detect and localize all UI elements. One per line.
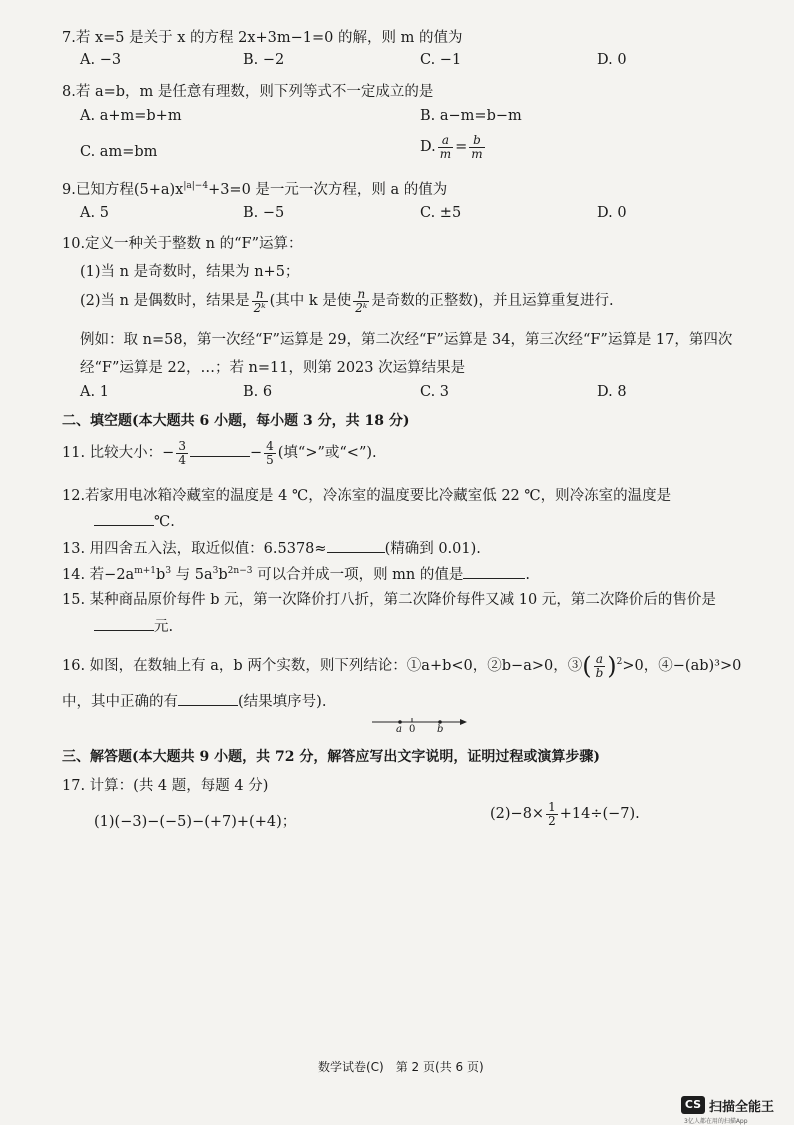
- q7-option-c: C. −1: [420, 52, 462, 68]
- q10-example-line-2: 经“F”运算是 22，…；若 n=11，则第 2023 次运算结果是: [80, 360, 466, 376]
- question-10-stem: 10.定义一种关于整数 n 的“F”运算：: [62, 236, 303, 252]
- q7-option-a: A. −3: [80, 52, 122, 68]
- question-12-line-1: 12.若家用电冰箱冷藏室的温度是 4 ℃，冷冻室的温度要比冷藏室低 22 ℃，则冷冻室的温度是: [62, 488, 672, 504]
- q8-option-a: A. a+m=b+m: [80, 108, 182, 124]
- axis-label-b: b: [437, 724, 444, 735]
- axis-label-a: a: [396, 724, 402, 735]
- q8-option-c: C. am=bm: [80, 144, 158, 160]
- q10-option-a: A. 1: [80, 384, 109, 400]
- fraction-n-over-2k: $\frac{n}{\text{2ᵏ}}$: [253, 287, 266, 315]
- answer-blank-16: [178, 691, 238, 706]
- answer-blank-12: [94, 511, 154, 526]
- question-13: 13. 用四舍五入法，取近似值：6.5378≈ (精确到 0.01).: [62, 537, 481, 558]
- q7-option-d: D. 0: [597, 52, 627, 68]
- q10-example-line-1: 例如：取 n=58，第一次经“F”运算是 29，第二次经“F”运算是 34，第三次经“F”运算是 17，第四次: [80, 332, 733, 348]
- q9-option-d: D. 0: [597, 205, 627, 221]
- axis-label-zero: 0: [409, 724, 416, 735]
- section-3-heading: 三、解答题(本大题共 9 小题，共 72 分，解答应写出文字说明，证明过程或演算步骤): [62, 749, 600, 765]
- q8-option-d: D. $\frac{a}{m}$ = $\frac{b}{m}$: [420, 133, 483, 161]
- scanner-logo-icon: CS: [681, 1096, 705, 1114]
- q10-rule-2: (2)当 n 是偶数时，结果是 $\frac{n}{\text{2ᵏ}}$ (其中 k 是使 $\frac{n}{\text{2ᵏ}}$ 是奇数的正整数)，并且运算重复进行.: [80, 287, 614, 315]
- fraction-n-over-2k-b: $\frac{n}{\text{2ᵏ}}$: [355, 287, 368, 315]
- question-12-line-2: ℃.: [94, 511, 175, 530]
- question-14: 14. 若$-2a^{m+1}b^3$ 与 $5a^3b^{2n-3}$ 可以合并成一项，则 mn 的值是 .: [62, 563, 530, 584]
- question-16-line-1: 16. 如图，在数轴上有 a，b 两个实数，则下列结论：①a+b<0，②b−a>0，③( $\frac{a}{b}$ )$^2$>0，④−(ab)³>0: [62, 651, 742, 680]
- question-7-stem: 7.若 x=5 是关于 x 的方程 2x+3m−1=0 的解，则 m 的值为: [62, 30, 463, 46]
- question-8-stem: 8.若 a=b，m 是任意有理数，则下列等式不一定成立的是: [62, 84, 434, 100]
- number-line-figure: [370, 716, 470, 738]
- page-footer: 数学试卷(C) 第 2 页(共 6 页): [318, 1060, 484, 1074]
- question-15-line-1: 15. 某种商品原价每件 b 元，第一次降价打八折，第二次降价每件又减 10 元，第二次降价后的售价是: [62, 592, 716, 608]
- q7-option-b: B. −2: [243, 52, 285, 68]
- question-16-line-2: 中，其中正确的有 (结果填序号).: [62, 690, 326, 711]
- answer-blank-13: [327, 538, 385, 553]
- q9-option-c: C. ±5: [420, 205, 462, 221]
- q10-option-b: B. 6: [243, 384, 273, 400]
- q17-part-2: (2)−8× $\frac{1}{2}$ +14÷(−7).: [490, 800, 640, 828]
- question-15-line-2: 元.: [94, 615, 173, 636]
- q17-part-1: (1)(−3)−(−5)−(+7)+(+4)；: [94, 814, 297, 830]
- scanner-app-tagline: 3亿人都在用的扫描App: [684, 1118, 748, 1125]
- question-11: 11. 比较大小：− $\frac{3}{4}$ − $\frac{4}{5}$ (填“>”或“<”).: [62, 439, 377, 467]
- question-9-stem: 9.已知方程$(5+a)x^{|a|-4}+3=0$ 是一元一次方程，则 a 的值为: [62, 181, 448, 198]
- section-2-heading: 二、填空题(本大题共 6 小题，每小题 3 分，共 18 分): [62, 413, 410, 429]
- q10-rule-1: (1)当 n 是奇数时，结果为 n+5；: [80, 264, 300, 280]
- answer-blank-15: [94, 616, 154, 631]
- q9-option-b: B. −5: [243, 205, 285, 221]
- question-17-stem: 17. 计算：(共 4 题，每题 4 分): [62, 778, 269, 794]
- fraction-a-over-m: $\frac{a}{m}$: [439, 133, 452, 161]
- q10-option-c: C. 3: [420, 384, 450, 400]
- q9-option-a: A. 5: [80, 205, 109, 221]
- q10-option-d: D. 8: [597, 384, 627, 400]
- scanner-app-name: 扫描全能王: [709, 1100, 775, 1115]
- fraction-b-over-m: $\frac{b}{m}$: [471, 133, 483, 161]
- answer-blank-11: [190, 442, 250, 457]
- answer-blank-14: [463, 564, 525, 579]
- q8-option-b: B. a−m=b−m: [420, 108, 522, 124]
